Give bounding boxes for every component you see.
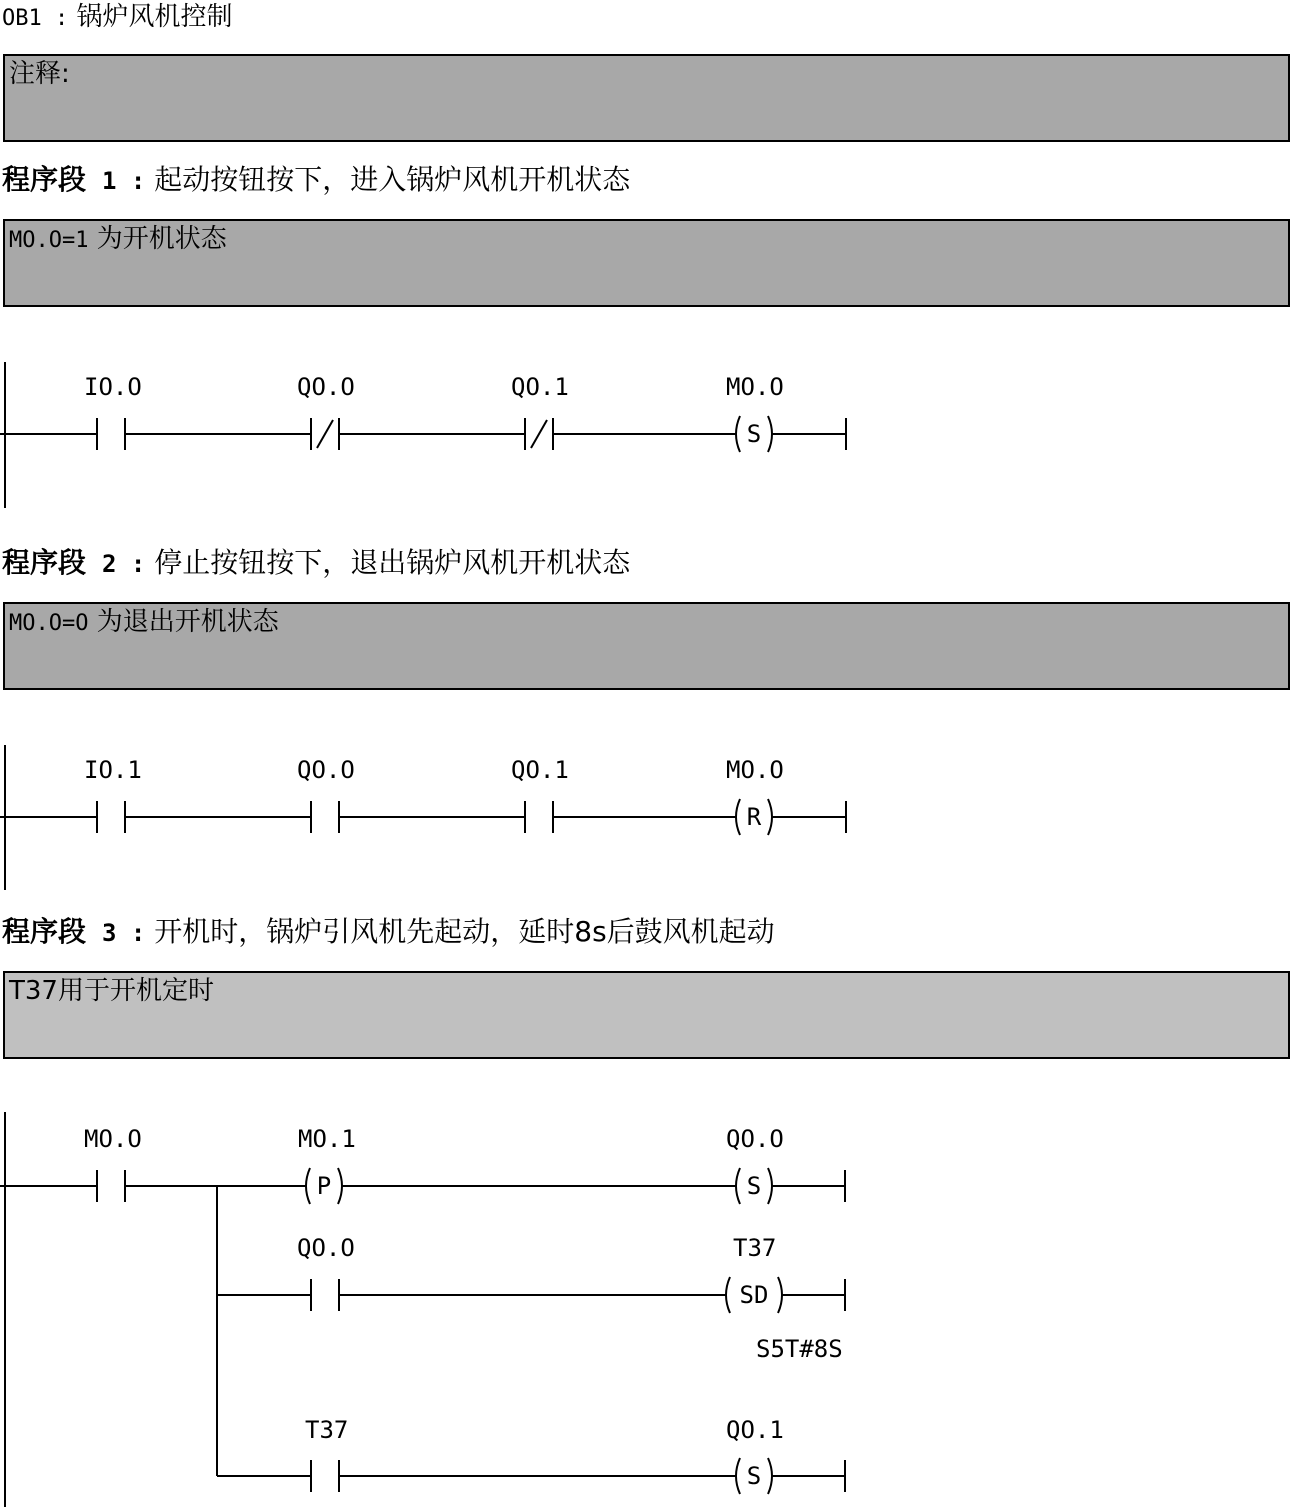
coil-type: S — [746, 1462, 762, 1490]
network-1-label: 程序段 — [2, 163, 87, 196]
contact-address: QO.O — [297, 756, 355, 784]
contact-address: QO.1 — [511, 756, 569, 784]
network-2-title-text: 停止按钮按下，退出锅炉风机开机状态 — [154, 546, 631, 579]
network-3-title-text: 开机时，锅炉引风机先起动，延时8s后鼓风机起动 — [154, 915, 775, 948]
network-1-number: 1 : — [102, 167, 146, 195]
network-2-comment-text: 为退出开机状态 — [96, 607, 279, 637]
network-3-ladder — [0, 1112, 845, 1507]
timer-coil-sd[interactable] — [726, 1234, 843, 1363]
coil-set[interactable] — [726, 1416, 784, 1494]
contact-no[interactable] — [84, 373, 142, 450]
network-2-ladder — [0, 745, 846, 890]
network-2-label: 程序段 — [2, 546, 87, 579]
network-1-title-text: 起动按钮按下，进入锅炉风机开机状态 — [154, 163, 631, 196]
coil-address: MO.O — [726, 756, 784, 784]
coil-type: S — [746, 420, 762, 448]
timer-preset: S5T#8S — [756, 1335, 843, 1363]
network-1-comment-text: 为开机状态 — [96, 224, 227, 254]
network-3-label: 程序段 — [2, 915, 87, 948]
block-title-text: 锅炉风机控制 — [76, 2, 233, 32]
network-1-ladder — [0, 362, 846, 508]
edge-address: MO.1 — [298, 1125, 356, 1153]
timer-address: T37 — [733, 1234, 777, 1262]
network-3-comment-text: T37用于开机定时 — [9, 976, 214, 1006]
contact-address: IO.1 — [84, 756, 142, 784]
contact-no[interactable] — [511, 756, 569, 833]
contact-no[interactable] — [297, 1234, 355, 1311]
contact-address: MO.O — [84, 1125, 142, 1153]
contact-nc[interactable] — [511, 373, 569, 450]
contact-address: QO.1 — [511, 373, 569, 401]
contact-no[interactable] — [297, 756, 355, 833]
contact-address: QO.O — [297, 373, 355, 401]
edge-type: P — [316, 1172, 332, 1200]
coil-type: SD — [739, 1281, 769, 1309]
network-2-number: 2 : — [102, 550, 146, 578]
coil-address: MO.O — [726, 373, 784, 401]
coil-type: R — [746, 803, 762, 831]
block-comment-text: 注释: — [9, 59, 70, 89]
contact-no[interactable] — [84, 1125, 142, 1202]
contact-address: QO.O — [297, 1234, 355, 1262]
edge-positive[interactable] — [298, 1125, 356, 1204]
network-2-comment-code: MO.O=O — [9, 611, 89, 636]
block-id: OB1 : — [2, 6, 69, 31]
coil-set[interactable] — [726, 1125, 784, 1204]
contact-no[interactable] — [84, 756, 142, 833]
coil-address: QO.O — [726, 1125, 784, 1153]
contact-no[interactable] — [305, 1416, 348, 1492]
coil-address: QO.1 — [726, 1416, 784, 1444]
contact-address: T37 — [305, 1416, 349, 1444]
coil-reset[interactable] — [726, 756, 784, 835]
contact-address: IO.O — [84, 373, 142, 401]
coil-set[interactable] — [726, 373, 784, 452]
network-1-comment-code: MO.O=1 — [9, 228, 89, 253]
coil-type: S — [746, 1172, 762, 1200]
network-3-number: 3 : — [102, 919, 146, 947]
contact-nc[interactable] — [297, 373, 355, 450]
